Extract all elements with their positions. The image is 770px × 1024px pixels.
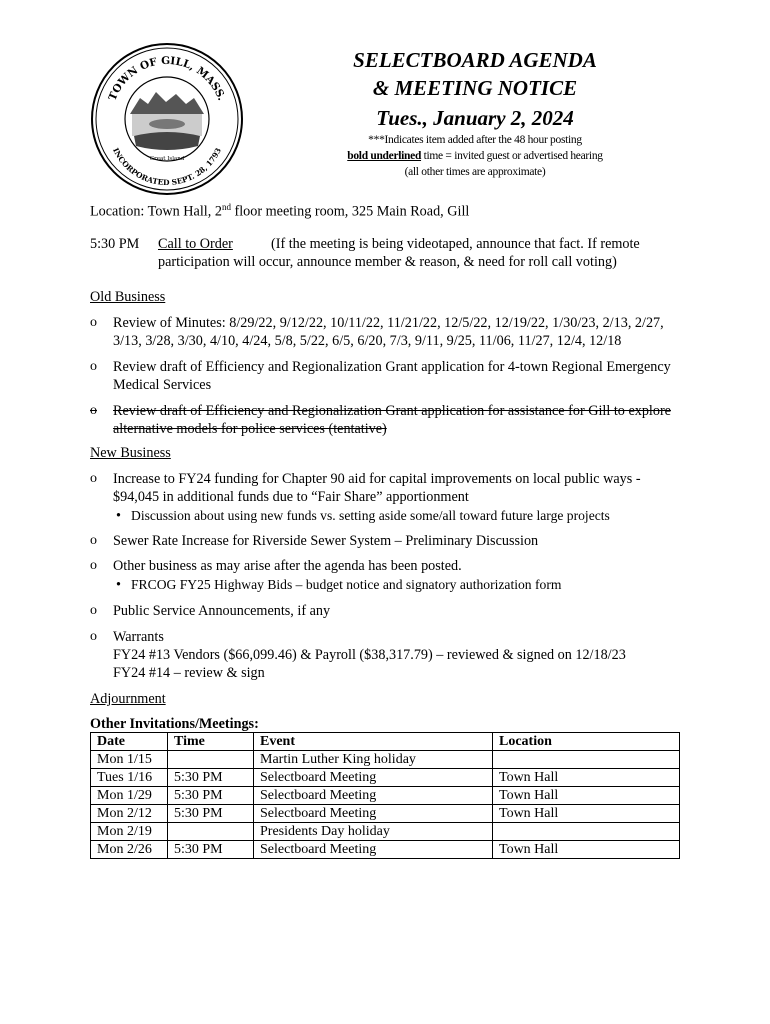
other-meetings-heading: Other Invitations/Meetings: <box>90 716 259 732</box>
table-row <box>91 823 680 841</box>
location-sup: nd <box>221 202 231 212</box>
cell-time <box>168 751 254 769</box>
col-header-location: Location <box>493 733 680 751</box>
new-item-warrants: Warrants <box>113 629 164 645</box>
cell-location: Town Hall <box>493 769 680 787</box>
new-item-sewer-rate: Sewer Rate Increase for Riverside Sewer System – Preliminary Discussion <box>113 533 539 549</box>
agenda-subtitle: & MEETING NOTICE <box>372 76 578 100</box>
svg-text:INCORPORATED SEPT. 28, 1793: INCORPORATED SEPT. 28, 1793 <box>111 146 223 188</box>
location-rest: floor meeting room, 325 Main Road, Gill <box>230 203 470 220</box>
svg-text:TOWN OF GILL, MASS.: TOWN OF GILL, MASS. <box>106 54 228 103</box>
cell-location <box>493 751 680 769</box>
old-item-police-grant-1: Review draft of Efficiency and Regionalization Grant application for assistance for Gill to explore <box>113 403 671 419</box>
old-item-police-grant-2: alternative models for police services (tentative) <box>113 421 387 437</box>
bullet: o <box>90 471 97 486</box>
table-row <box>91 751 680 769</box>
new-item-frcog-sub: FRCOG FY25 Highway Bids – budget notice and signatory authorization form <box>131 577 562 592</box>
note-bold-underlined <box>290 150 660 162</box>
old-item-minutes-1: Review of Minutes: 8/29/22, 9/12/22, 10/11/22, 11/21/22, 12/5/22, 12/19/22, 1/30/23, 2/13, 2/27, <box>113 315 664 331</box>
cell-time: 5:30 PM <box>168 805 254 823</box>
call-to-order-note-1: (If the meeting is being videotaped, announce that fact. If remote <box>271 236 640 252</box>
cell-date: Mon 2/19 <box>91 823 168 841</box>
cell-event: Martin Luther King holiday <box>254 751 493 769</box>
cell-date: Tues 1/16 <box>91 769 168 787</box>
new-business-heading: New Business <box>90 445 171 461</box>
sub-bullet: • <box>116 577 121 593</box>
old-item-minutes-2: 3/13, 3/28, 3/30, 4/10, 4/24, 5/8, 5/22, 6/5, 6/20, 7/3, 9/11, 9/25, 11/06, 11/27, 12/4, 12/18 <box>113 333 622 349</box>
cell-time: 5:30 PM <box>168 841 254 859</box>
new-item-chapter90-2: $94,045 in additional funds due to “Fair Share” apportionment <box>113 489 469 505</box>
cell-time: 5:30 PM <box>168 787 254 805</box>
new-item-other-business: Other business as may arise after the agenda has been posted. <box>113 558 462 574</box>
meeting-date: Tues., January 2, 2024 <box>376 106 574 130</box>
bullet: o <box>90 403 97 418</box>
location-prefix: Location: Town Hall, 2 <box>90 203 222 220</box>
bullet: o <box>90 315 97 330</box>
cell-time: 5:30 PM <box>168 769 254 787</box>
new-item-chapter90-sub: Discussion about using new funds vs. setting aside some/all toward future large projects <box>131 508 610 523</box>
col-header-time: Time <box>168 733 254 751</box>
col-header-event: Event <box>254 733 493 751</box>
new-item-warrants-14: FY24 #14 – review & sign <box>113 665 265 681</box>
cell-time <box>168 823 254 841</box>
cell-date: Mon 2/26 <box>91 841 168 859</box>
meetings-table <box>90 732 680 859</box>
cell-event: Presidents Day holiday <box>254 823 493 841</box>
bullet: o <box>90 359 97 374</box>
note-bold-rest: time = invited guest or advertised hearing <box>421 150 603 162</box>
cell-event: Selectboard Meeting <box>254 805 493 823</box>
note-bold-label: bold underlined <box>347 150 422 162</box>
adjournment-heading: Adjournment <box>90 691 166 707</box>
bullet: o <box>90 603 97 618</box>
table-row <box>91 787 680 805</box>
bullet: o <box>90 629 97 644</box>
cell-event: Selectboard Meeting <box>254 841 493 859</box>
call-to-order-label: Call to Order <box>158 236 233 252</box>
cell-location: Town Hall <box>493 805 680 823</box>
call-to-order-time: 5:30 PM <box>90 236 140 252</box>
cell-location: Town Hall <box>493 841 680 859</box>
bullet: o <box>90 533 97 548</box>
sub-bullet: • <box>116 508 121 524</box>
bullet: o <box>90 558 97 573</box>
note-added-items: ***Indicates item added after the 48 hour posting <box>368 134 582 146</box>
note-approximate-times: (all other times are approximate) <box>404 166 546 178</box>
new-item-psa: Public Service Announcements, if any <box>113 603 331 619</box>
meeting-location <box>90 198 469 221</box>
cell-date: Mon 1/29 <box>91 787 168 805</box>
table-row <box>91 805 680 823</box>
table-header-row <box>91 733 680 751</box>
cell-location <box>493 823 680 841</box>
svg-text:Great Island: Great Island <box>149 156 185 162</box>
new-item-warrants-13: FY24 #13 Vendors ($66,099.46) & Payroll ($38,317.79) – reviewed & signed on 12/18/23 <box>113 647 626 663</box>
town-seal <box>90 42 244 196</box>
table-row <box>91 769 680 787</box>
cell-date: Mon 1/15 <box>91 751 168 769</box>
table-row <box>91 841 680 859</box>
new-item-chapter90-1: Increase to FY24 funding for Chapter 90 aid for capital improvements on local public ways - <box>113 471 641 487</box>
col-header-date: Date <box>91 733 168 751</box>
cell-event: Selectboard Meeting <box>254 769 493 787</box>
old-business-heading: Old Business <box>90 289 166 305</box>
old-item-ems-grant-1: Review draft of Efficiency and Regionalization Grant application for 4-town Regional Emergency <box>113 359 671 375</box>
cell-event: Selectboard Meeting <box>254 787 493 805</box>
old-item-ems-grant-2: Medical Services <box>113 377 212 393</box>
cell-date: Mon 2/12 <box>91 805 168 823</box>
call-to-order-note-2: participation will occur, announce member & reason, & need for roll call voting) <box>158 254 617 270</box>
agenda-title: SELECTBOARD AGENDA <box>353 48 597 72</box>
cell-location: Town Hall <box>493 787 680 805</box>
